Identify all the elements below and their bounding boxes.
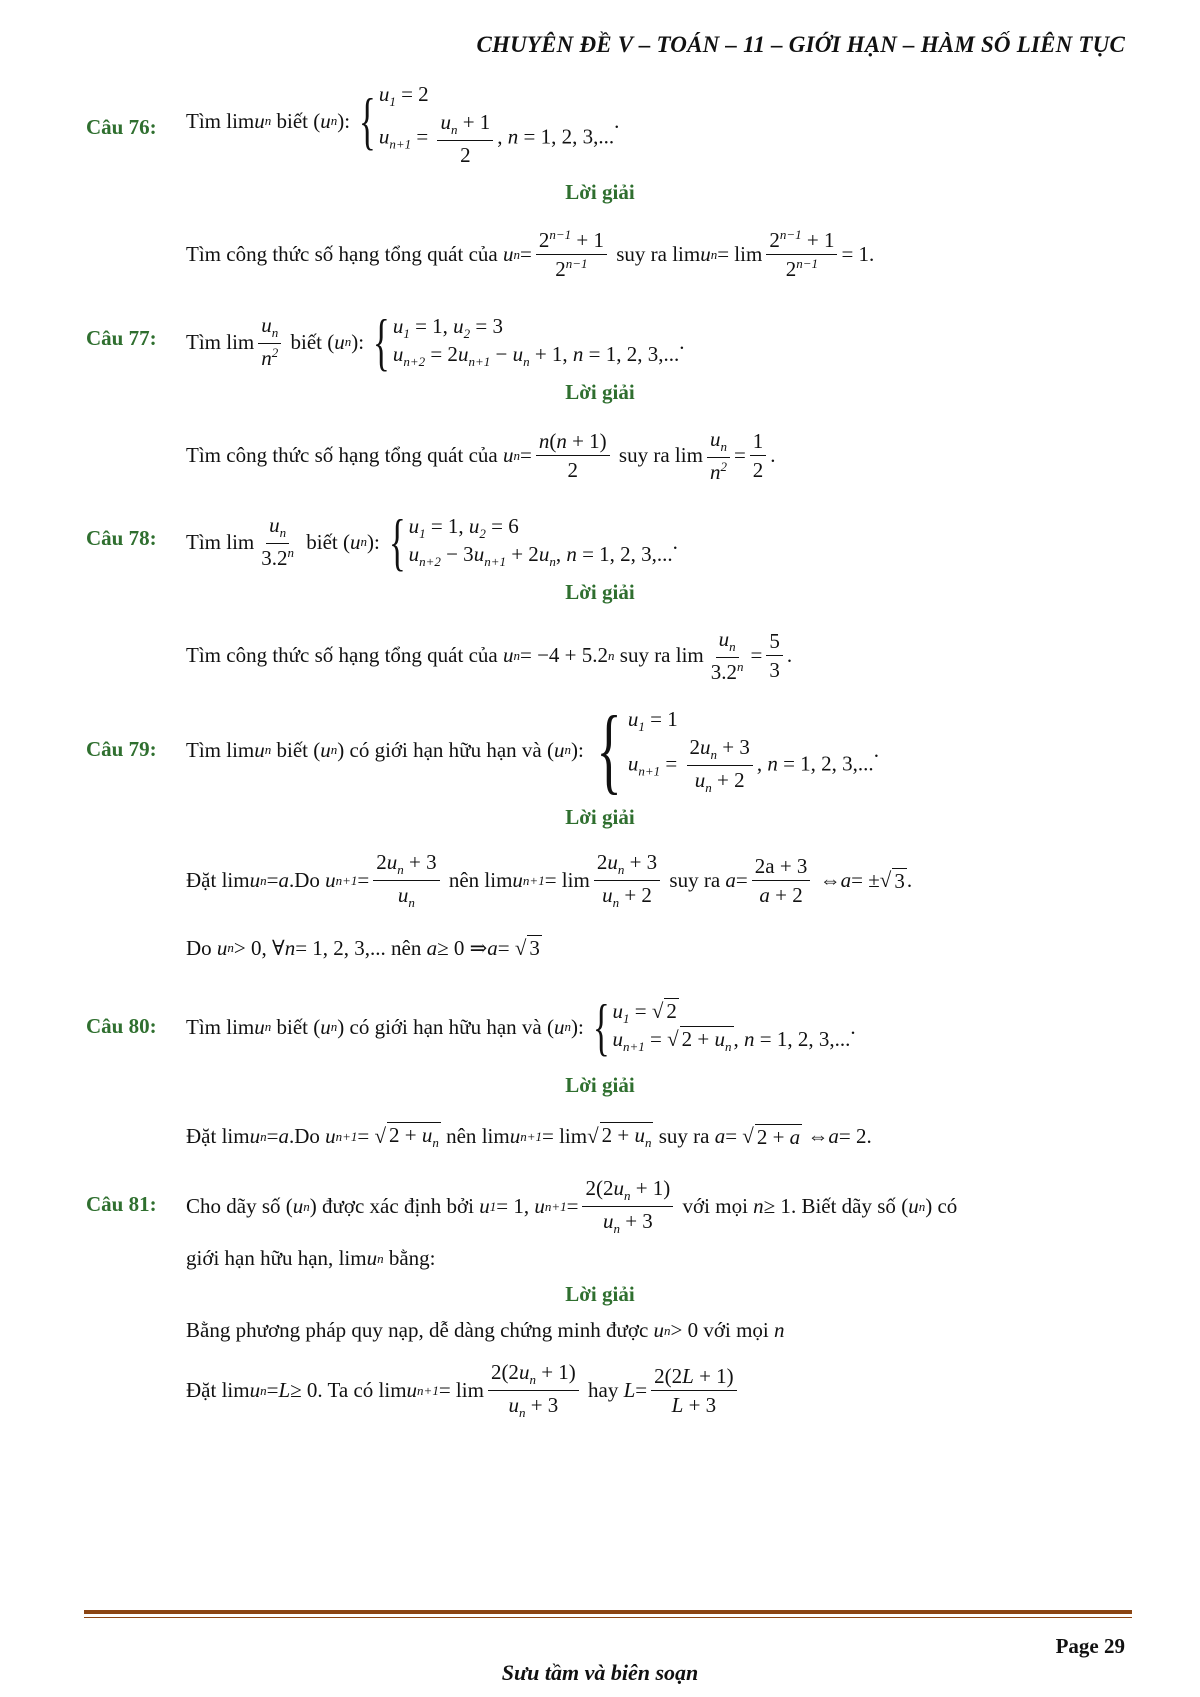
question-81-label: Câu 81: [86, 1192, 157, 1216]
question-81-statement-cont: giới hạn hữu hạn, lim u n bằng: [186, 1246, 436, 1270]
question-81-statement: Cho dãy số ( u n ) được xác định bởi u 1 = 1, u n+1 = $\frac{2(2u_n + 1)}{u_n + 3}$ với mọi n ≥ 1 . Biết dãy số ( u n ) có [186, 1176, 958, 1237]
question-77-statement: Tìm lim $\frac{u_n}{n^2}$ biết ( u n ): { $u_1 = 1$, $u_2 = 3$ $u_{n+2} = 2u_{n+1} - u_n + 1$, n = 1, 2, 3,... . [186, 306, 685, 377]
question-76-label: Câu 76: [86, 115, 157, 139]
solution-80-title: Lời giải [565, 1073, 635, 1097]
question-78-label: Câu 78: [86, 526, 157, 550]
solution-81-title: Lời giải [565, 1282, 635, 1306]
solution-77-title: Lời giải [565, 380, 635, 404]
solution-78-title: Lời giải [565, 580, 635, 604]
question-80-statement: Tìm lim u n biết ( u n ) có giới hạn hữu hạn và ( u n ): { $u_1$ = √ 2 $u_{n+1}$ = √ $2 + u_n$, n = 1, 2, 3,... . [186, 991, 856, 1062]
solution-76-title: Lời giải [565, 180, 635, 204]
solution-79: Đặt lim u n = a . Do u n+1 = $\frac{2u_n + 3}{u_n}$ nên lim u n+1 = lim $\frac{2u_n + 3}{u_n + 2}$ suy ra a = $\frac{2a + 3}{a + 2}$ ⇔ a = ±√ 3 . [186, 850, 913, 911]
solution-80: Đặt lim u n = a . Do u n+1 = √ $2 + u_n$ nên lim u n+1 = lim√ $2 + u_n$ suy ra a = √ 2 + a ⇔ a = 2. [186, 1123, 872, 1151]
question-79-label: Câu 79: [86, 737, 157, 761]
question-76-statement: Tìm lim u n biết ( u n ): { $u_1 = 2$ $u_{n+1}$ = $\frac{u_n + 1}{2}$ , n = 1, 2, 3,... . [186, 82, 620, 168]
solution-76: Tìm công thức số hạng tổng quát của u n = $\frac{2^{n-1} + 1}{2^{n-1}}$ suy ra lim u n = lim $\frac{2^{n-1} + 1}{2^{n-1}}$ = 1. [186, 227, 875, 282]
question-80-label: Câu 80: [86, 1014, 157, 1038]
solution-79-conclusion: Do u n > 0, ∀ n = 1, 2, 3,... nên a ≥ 0 ⇒ a = √ 3 [186, 935, 540, 960]
solution-81: Bằng phương pháp quy nạp, dễ dàng chứng minh được u n > 0 với mọi n [186, 1318, 785, 1342]
question-78-statement: Tìm lim $\frac{u_n}{3.2^n}$ biết ( u n ): { $u_1 = 1$, $u_2 = 6$ $u_{n+2} - 3u_{n+1} + 2u_n$, n = 1, 2, 3,... . [186, 506, 678, 577]
footer-credit: Sưu tầm và biên soạn [501, 1660, 699, 1685]
solution-79-title: Lời giải [565, 805, 635, 829]
solution-81-step: Đặt lim u n = L ≥ 0 . Ta có lim u n+1 = lim $\frac{2(2u_n + 1)}{u_n + 3}$ hay L = $\frac{2(2L + 1)}{L + 3}$ [186, 1360, 741, 1421]
page-number: Page 29 [1055, 1634, 1125, 1658]
footer-rule-thin [84, 1617, 1132, 1618]
question-79-statement: Tìm lim u n biết ( u n ) có giới hạn hữu hạn và ( u n ): { $u_1 = 1$ $u_{n+1}$ = $\frac{2u_n + 3}{u_n + 2}$ , n = 1, 2, 3,... . [186, 696, 879, 803]
page-header: CHUYÊN ĐỀ V – TOÁN – 11 – GIỚI HẠN – HÀM SỐ LIÊN TỤC [476, 32, 1125, 57]
question-77-label: Câu 77: [86, 326, 157, 350]
footer-rule [84, 1610, 1132, 1614]
solution-77: Tìm công thức số hạng tổng quát của u n = $\frac{n(n + 1)}{2}$ suy ra lim $\frac{u_n}{n^2}$ = $\frac{1}{2}$ . [186, 427, 776, 485]
solution-78: Tìm công thức số hạng tổng quát của u n = −4 + 5.2 n suy ra lim $\frac{u_n}{3.2^n}$ = $\frac{5}{3}$ . [186, 627, 793, 685]
